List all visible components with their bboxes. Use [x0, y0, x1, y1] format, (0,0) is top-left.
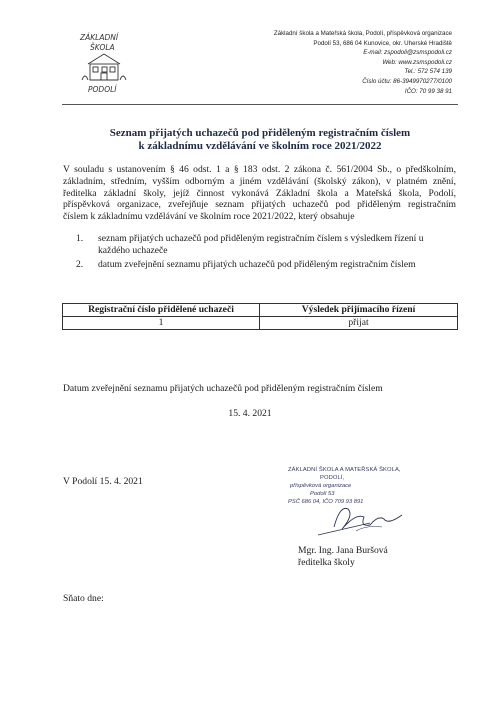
removed-date-label: Sňato dne: [63, 593, 104, 604]
signer-block [298, 545, 388, 569]
publication-label: Datum zveřejnění seznamu přijatých uchazečů pod přiděleným registračním číslem [63, 383, 383, 394]
stamp-line: ZÁKLADNÍ ŠKOLA A MATEŘSKÁ ŠKOLA, [288, 467, 401, 473]
org-account: Číslo účtu: 86-3949970277/0100 [362, 77, 452, 85]
table-cell: 1 [63, 317, 260, 330]
header-divider [62, 104, 458, 105]
paragraph-line: číslem k základnímu vzdělávání ve školním roce 2021/2022, který obsahuje [63, 211, 355, 223]
table-row [63, 317, 458, 330]
stamp-line: Podolí 53 [310, 491, 335, 497]
logo-text-2: ŠKOLA [90, 43, 115, 52]
school-logo [74, 30, 134, 98]
list-text: seznam přijatých uchazečů pod přiděleným registračním číslem s výsledkem řízení u [98, 233, 424, 244]
intro-paragraph [63, 164, 456, 223]
content-list [76, 233, 456, 272]
list-number: 2. [76, 258, 84, 270]
list-number: 1. [76, 233, 84, 244]
column-header: Registrační číslo přidělené uchazeči [63, 304, 260, 317]
logo-text-1: ZÁKLADNÍ [80, 33, 119, 42]
org-phone: Tel.: 572 574 139 [404, 68, 452, 76]
place-and-date: V Podolí 15. 4. 2021 [63, 476, 143, 487]
column-header: Výsledek přijímacího řízení [260, 304, 458, 317]
signer-name: Mgr. Ing. Jana Buršová [298, 545, 388, 556]
house-icon [82, 54, 126, 80]
signature [296, 497, 426, 537]
publication-date: 15. 4. 2021 [228, 408, 272, 419]
stamp-line: příspěvková organizace [290, 483, 352, 489]
title-line: Seznam přijatých uchazečů pod přiděleným registračním číslem [109, 127, 411, 139]
list-text: každého uchazeče [98, 244, 168, 256]
paragraph-line: příspěvková organizace, zveřejňuje seznam přijatých uchazečů pod přiděleným registračním [63, 199, 456, 211]
stamp-line: PODOLÍ, [320, 475, 345, 481]
paragraph-line: V souladu s ustanovením § 46 odst. 1 a § 183 odst. 2 zákona č. 561/2004 Sb., o předškolním, [63, 164, 456, 175]
org-web: Web: www.zsmspodoli.cz [382, 58, 452, 66]
document-title [60, 127, 460, 153]
org-line: Podolí 53, 686 04 Kunovice, okr. Uherské Hradiště [313, 39, 452, 47]
org-ico: IČO: 70 99 38 91 [404, 87, 452, 95]
list-item [76, 259, 456, 271]
paragraph-line: ředitelka základní školy, jejíž činnost vykonává Základní škola a Mateřská škola, Podolí, [63, 187, 456, 199]
table-cell: přijat [260, 317, 458, 330]
logo-text-3: PODOLÍ [88, 85, 117, 94]
list-item [76, 233, 456, 257]
paragraph-line: základním, středním, vyšším odborným a jiném vzdělávání (školský zákon), v platném znění, [63, 175, 456, 187]
title-line: k základnímu vzdělávání ve školním roce 2021/2022 [138, 140, 382, 152]
org-email: E-mail: zspodoli@zsmspodoli.cz [363, 49, 452, 57]
results-table [62, 303, 458, 330]
stamp-line: PSČ 686 04, IČO 709 93 891 [288, 499, 364, 505]
organization-info [192, 29, 452, 96]
list-text: datum zveřejnění seznamu přijatých uchazečů pod přiděleným registračním číslem [98, 258, 416, 270]
signer-role: ředitelka školy [298, 557, 355, 568]
table-header-row [63, 304, 458, 317]
org-line: Základní škola a Mateřská škola, Podolí, příspěvková organizace [273, 30, 452, 37]
